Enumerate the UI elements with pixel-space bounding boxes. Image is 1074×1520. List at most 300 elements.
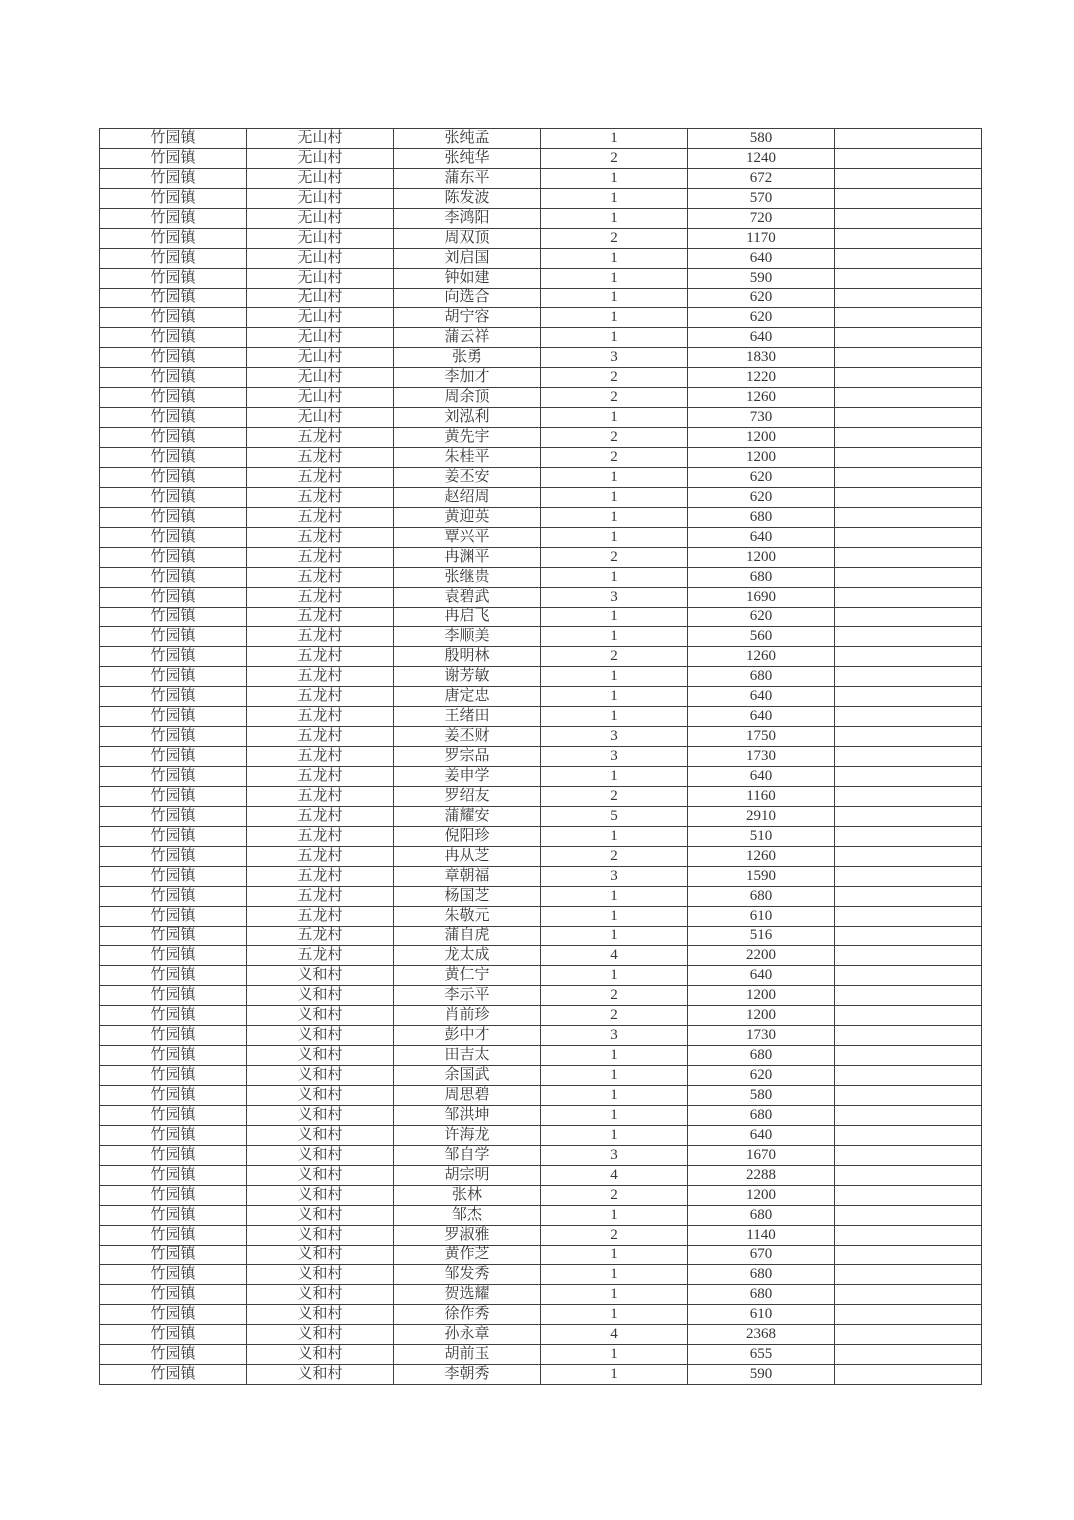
cell-amount: 620	[688, 288, 835, 308]
table-body	[100, 129, 982, 1385]
cell-person-name: 李朝秀	[394, 1365, 541, 1385]
cell-village: 义和村	[247, 1086, 394, 1106]
cell-empty	[835, 1245, 982, 1265]
table-row	[100, 707, 982, 727]
cell-empty	[835, 1305, 982, 1325]
cell-amount: 640	[688, 328, 835, 348]
cell-town: 竹园镇	[100, 946, 247, 966]
cell-person-count: 2	[541, 148, 688, 168]
cell-amount: 672	[688, 168, 835, 188]
table-row	[100, 607, 982, 627]
cell-town: 竹园镇	[100, 926, 247, 946]
cell-person-count: 4	[541, 946, 688, 966]
cell-person-count: 1	[541, 188, 688, 208]
cell-person-name: 殷明林	[394, 647, 541, 667]
cell-village: 义和村	[247, 1365, 394, 1385]
cell-person-name: 胡宗明	[394, 1165, 541, 1185]
cell-amount: 510	[688, 826, 835, 846]
cell-village: 五龙村	[247, 627, 394, 647]
table-row	[100, 1066, 982, 1086]
table-row	[100, 188, 982, 208]
cell-village: 五龙村	[247, 906, 394, 926]
cell-town: 竹园镇	[100, 966, 247, 986]
cell-town: 竹园镇	[100, 1225, 247, 1245]
cell-village: 义和村	[247, 1325, 394, 1345]
cell-village: 义和村	[247, 1205, 394, 1225]
cell-empty	[835, 208, 982, 228]
cell-empty	[835, 826, 982, 846]
cell-town: 竹园镇	[100, 168, 247, 188]
cell-town: 竹园镇	[100, 1145, 247, 1165]
cell-person-count: 1	[541, 288, 688, 308]
cell-person-count: 2	[541, 647, 688, 667]
cell-amount: 580	[688, 129, 835, 149]
cell-empty	[835, 687, 982, 707]
cell-town: 竹园镇	[100, 1125, 247, 1145]
table-row	[100, 148, 982, 168]
cell-town: 竹园镇	[100, 1185, 247, 1205]
cell-person-count: 1	[541, 627, 688, 647]
cell-town: 竹园镇	[100, 1066, 247, 1086]
cell-amount: 2910	[688, 806, 835, 826]
cell-amount: 1220	[688, 368, 835, 388]
cell-person-count: 2	[541, 1225, 688, 1245]
cell-person-count: 2	[541, 986, 688, 1006]
cell-village: 义和村	[247, 1245, 394, 1265]
cell-person-count: 1	[541, 1086, 688, 1106]
cell-empty	[835, 388, 982, 408]
cell-village: 义和村	[247, 1006, 394, 1026]
cell-village: 义和村	[247, 1125, 394, 1145]
cell-village: 五龙村	[247, 767, 394, 787]
cell-person-name: 姜申学	[394, 767, 541, 787]
cell-amount: 680	[688, 1285, 835, 1305]
table-row	[100, 966, 982, 986]
cell-person-count: 1	[541, 248, 688, 268]
cell-person-name: 黄仁宁	[394, 966, 541, 986]
table-row	[100, 1265, 982, 1285]
cell-person-name: 倪阳珍	[394, 826, 541, 846]
cell-person-count: 1	[541, 1305, 688, 1325]
cell-person-name: 罗绍友	[394, 786, 541, 806]
cell-amount: 1260	[688, 647, 835, 667]
cell-person-name: 张勇	[394, 348, 541, 368]
cell-village: 五龙村	[247, 567, 394, 587]
cell-empty	[835, 1325, 982, 1345]
cell-town: 竹园镇	[100, 208, 247, 228]
cell-empty	[835, 1265, 982, 1285]
cell-town: 竹园镇	[100, 1086, 247, 1106]
table-row	[100, 1365, 982, 1385]
cell-town: 竹园镇	[100, 1345, 247, 1365]
table-row	[100, 1225, 982, 1245]
cell-amount: 1260	[688, 846, 835, 866]
cell-person-count: 5	[541, 806, 688, 826]
cell-person-count: 3	[541, 1145, 688, 1165]
cell-person-count: 2	[541, 786, 688, 806]
cell-person-count: 1	[541, 208, 688, 228]
cell-person-name: 邹发秀	[394, 1265, 541, 1285]
cell-amount: 1260	[688, 388, 835, 408]
cell-empty	[835, 368, 982, 388]
cell-person-count: 2	[541, 547, 688, 567]
cell-person-count: 1	[541, 1105, 688, 1125]
cell-empty	[835, 467, 982, 487]
table-row	[100, 328, 982, 348]
cell-person-count: 1	[541, 906, 688, 926]
cell-person-count: 2	[541, 1006, 688, 1026]
cell-amount: 590	[688, 268, 835, 288]
cell-person-name: 袁碧武	[394, 587, 541, 607]
cell-town: 竹园镇	[100, 627, 247, 647]
cell-person-name: 向选合	[394, 288, 541, 308]
cell-person-count: 2	[541, 448, 688, 468]
table-row	[100, 1125, 982, 1145]
cell-town: 竹园镇	[100, 388, 247, 408]
cell-empty	[835, 228, 982, 248]
table-row	[100, 348, 982, 368]
cell-amount: 1590	[688, 866, 835, 886]
cell-village: 无山村	[247, 248, 394, 268]
cell-person-count: 1	[541, 467, 688, 487]
cell-village: 无山村	[247, 388, 394, 408]
cell-amount: 2288	[688, 1165, 835, 1185]
cell-person-count: 1	[541, 767, 688, 787]
table-row	[100, 886, 982, 906]
cell-person-name: 周余顶	[394, 388, 541, 408]
cell-person-name: 张纯孟	[394, 129, 541, 149]
cell-village: 五龙村	[247, 826, 394, 846]
cell-amount: 680	[688, 567, 835, 587]
cell-village: 义和村	[247, 966, 394, 986]
cell-empty	[835, 886, 982, 906]
cell-village: 无山村	[247, 168, 394, 188]
cell-empty	[835, 1165, 982, 1185]
cell-person-count: 2	[541, 1185, 688, 1205]
cell-person-count: 1	[541, 129, 688, 149]
cell-person-count: 1	[541, 408, 688, 428]
cell-person-count: 3	[541, 587, 688, 607]
table-row	[100, 906, 982, 926]
cell-empty	[835, 408, 982, 428]
cell-town: 竹园镇	[100, 1245, 247, 1265]
cell-town: 竹园镇	[100, 148, 247, 168]
cell-empty	[835, 1185, 982, 1205]
cell-town: 竹园镇	[100, 328, 247, 348]
cell-town: 竹园镇	[100, 1365, 247, 1385]
cell-town: 竹园镇	[100, 527, 247, 547]
cell-person-count: 1	[541, 826, 688, 846]
cell-empty	[835, 168, 982, 188]
cell-empty	[835, 1105, 982, 1125]
table-row	[100, 248, 982, 268]
cell-person-name: 罗宗品	[394, 747, 541, 767]
cell-town: 竹园镇	[100, 886, 247, 906]
cell-person-name: 周思碧	[394, 1086, 541, 1106]
cell-village: 义和村	[247, 1225, 394, 1245]
cell-town: 竹园镇	[100, 687, 247, 707]
cell-town: 竹园镇	[100, 1205, 247, 1225]
cell-person-count: 2	[541, 428, 688, 448]
cell-amount: 680	[688, 886, 835, 906]
cell-amount: 1140	[688, 1225, 835, 1245]
cell-town: 竹园镇	[100, 408, 247, 428]
cell-amount: 590	[688, 1365, 835, 1385]
cell-empty	[835, 268, 982, 288]
table-row	[100, 288, 982, 308]
cell-town: 竹园镇	[100, 248, 247, 268]
cell-village: 五龙村	[247, 448, 394, 468]
cell-person-count: 1	[541, 926, 688, 946]
cell-empty	[835, 1086, 982, 1106]
cell-amount: 680	[688, 1205, 835, 1225]
table-row	[100, 1145, 982, 1165]
table-row	[100, 487, 982, 507]
table-row	[100, 647, 982, 667]
cell-person-name: 朱桂平	[394, 448, 541, 468]
cell-person-name: 胡前玉	[394, 1345, 541, 1365]
cell-town: 竹园镇	[100, 129, 247, 149]
cell-empty	[835, 148, 982, 168]
cell-person-count: 1	[541, 966, 688, 986]
cell-person-name: 黄迎英	[394, 507, 541, 527]
cell-village: 义和村	[247, 1145, 394, 1165]
cell-amount: 670	[688, 1245, 835, 1265]
cell-amount: 620	[688, 1066, 835, 1086]
cell-village: 义和村	[247, 1285, 394, 1305]
cell-person-count: 1	[541, 886, 688, 906]
table-row	[100, 228, 982, 248]
cell-empty	[835, 727, 982, 747]
cell-person-name: 徐作秀	[394, 1305, 541, 1325]
cell-person-count: 3	[541, 727, 688, 747]
table-row	[100, 1046, 982, 1066]
cell-person-name: 姜丕安	[394, 467, 541, 487]
cell-town: 竹园镇	[100, 348, 247, 368]
cell-person-name: 余国武	[394, 1066, 541, 1086]
cell-empty	[835, 328, 982, 348]
cell-empty	[835, 627, 982, 647]
cell-person-name: 罗淑雅	[394, 1225, 541, 1245]
cell-person-name: 邹杰	[394, 1205, 541, 1225]
cell-village: 无山村	[247, 228, 394, 248]
cell-empty	[835, 1066, 982, 1086]
table-row	[100, 567, 982, 587]
cell-person-name: 张继贵	[394, 567, 541, 587]
cell-person-count: 2	[541, 388, 688, 408]
cell-amount: 655	[688, 1345, 835, 1365]
cell-village: 五龙村	[247, 806, 394, 826]
cell-amount: 580	[688, 1086, 835, 1106]
cell-village: 无山村	[247, 188, 394, 208]
cell-village: 五龙村	[247, 946, 394, 966]
table-row	[100, 467, 982, 487]
cell-empty	[835, 428, 982, 448]
table-row	[100, 1285, 982, 1305]
cell-empty	[835, 1026, 982, 1046]
cell-empty	[835, 1125, 982, 1145]
cell-village: 义和村	[247, 1185, 394, 1205]
table-row	[100, 986, 982, 1006]
cell-amount: 620	[688, 467, 835, 487]
cell-amount: 1670	[688, 1145, 835, 1165]
cell-person-count: 1	[541, 1125, 688, 1145]
table-row	[100, 1006, 982, 1026]
cell-person-count: 1	[541, 1245, 688, 1265]
table-row	[100, 129, 982, 149]
table-row	[100, 687, 982, 707]
table-row	[100, 826, 982, 846]
cell-town: 竹园镇	[100, 707, 247, 727]
cell-amount: 620	[688, 308, 835, 328]
cell-person-name: 钟如建	[394, 268, 541, 288]
cell-empty	[835, 846, 982, 866]
cell-village: 五龙村	[247, 428, 394, 448]
cell-person-count: 2	[541, 368, 688, 388]
cell-person-count: 1	[541, 1066, 688, 1086]
cell-village: 义和村	[247, 1105, 394, 1125]
cell-person-name: 周双顶	[394, 228, 541, 248]
cell-amount: 1200	[688, 428, 835, 448]
table-row	[100, 1026, 982, 1046]
cell-town: 竹园镇	[100, 846, 247, 866]
cell-person-count: 3	[541, 1026, 688, 1046]
cell-town: 竹园镇	[100, 188, 247, 208]
cell-person-name: 邹洪坤	[394, 1105, 541, 1125]
cell-town: 竹园镇	[100, 1265, 247, 1285]
cell-empty	[835, 527, 982, 547]
cell-village: 义和村	[247, 1305, 394, 1325]
cell-empty	[835, 806, 982, 826]
cell-empty	[835, 507, 982, 527]
cell-town: 竹园镇	[100, 1026, 247, 1046]
cell-village: 五龙村	[247, 786, 394, 806]
cell-village: 无山村	[247, 408, 394, 428]
cell-empty	[835, 1205, 982, 1225]
cell-empty	[835, 866, 982, 886]
cell-person-name: 蒲东平	[394, 168, 541, 188]
cell-amount: 610	[688, 906, 835, 926]
cell-person-name: 李加才	[394, 368, 541, 388]
cell-amount: 516	[688, 926, 835, 946]
cell-village: 五龙村	[247, 467, 394, 487]
cell-town: 竹园镇	[100, 487, 247, 507]
table-row	[100, 627, 982, 647]
cell-village: 五龙村	[247, 487, 394, 507]
table-row	[100, 208, 982, 228]
cell-person-name: 陈发波	[394, 188, 541, 208]
table-row	[100, 1205, 982, 1225]
cell-person-name: 李示平	[394, 986, 541, 1006]
cell-person-name: 章朝福	[394, 866, 541, 886]
table-row	[100, 926, 982, 946]
cell-amount: 2368	[688, 1325, 835, 1345]
table-row	[100, 727, 982, 747]
cell-empty	[835, 1285, 982, 1305]
cell-amount: 610	[688, 1305, 835, 1325]
cell-person-name: 彭中才	[394, 1026, 541, 1046]
cell-person-name: 邹自学	[394, 1145, 541, 1165]
cell-person-name: 李鸿阳	[394, 208, 541, 228]
cell-town: 竹园镇	[100, 567, 247, 587]
cell-person-name: 胡宁容	[394, 308, 541, 328]
cell-amount: 1690	[688, 587, 835, 607]
cell-person-count: 1	[541, 487, 688, 507]
cell-empty	[835, 906, 982, 926]
cell-amount: 640	[688, 1125, 835, 1145]
cell-person-count: 1	[541, 687, 688, 707]
cell-amount: 1240	[688, 148, 835, 168]
table-row	[100, 408, 982, 428]
cell-town: 竹园镇	[100, 507, 247, 527]
cell-village: 五龙村	[247, 866, 394, 886]
cell-town: 竹园镇	[100, 1105, 247, 1125]
cell-empty	[835, 966, 982, 986]
cell-person-count: 1	[541, 1285, 688, 1305]
cell-person-name: 黄先宇	[394, 428, 541, 448]
cell-person-name: 杨国芝	[394, 886, 541, 906]
cell-person-name: 唐定忠	[394, 687, 541, 707]
cell-empty	[835, 1225, 982, 1245]
cell-amount: 1200	[688, 448, 835, 468]
cell-village: 无山村	[247, 348, 394, 368]
table-row	[100, 1105, 982, 1125]
cell-town: 竹园镇	[100, 268, 247, 288]
cell-person-count: 1	[541, 527, 688, 547]
cell-village: 无山村	[247, 208, 394, 228]
cell-person-name: 谢芳敏	[394, 667, 541, 687]
cell-empty	[835, 1345, 982, 1365]
table-row	[100, 547, 982, 567]
cell-person-name: 张纯华	[394, 148, 541, 168]
cell-amount: 620	[688, 607, 835, 627]
table-row	[100, 587, 982, 607]
cell-town: 竹园镇	[100, 1325, 247, 1345]
cell-amount: 560	[688, 627, 835, 647]
cell-person-count: 2	[541, 228, 688, 248]
cell-person-name: 黄作芝	[394, 1245, 541, 1265]
cell-village: 五龙村	[247, 886, 394, 906]
table-row	[100, 1185, 982, 1205]
cell-person-name: 朱敬元	[394, 906, 541, 926]
cell-village: 五龙村	[247, 747, 394, 767]
cell-person-count: 3	[541, 747, 688, 767]
cell-person-name: 贺选耀	[394, 1285, 541, 1305]
cell-person-count: 1	[541, 1046, 688, 1066]
cell-person-name: 张林	[394, 1185, 541, 1205]
cell-amount: 680	[688, 1105, 835, 1125]
table-row	[100, 388, 982, 408]
cell-amount: 640	[688, 966, 835, 986]
cell-town: 竹园镇	[100, 727, 247, 747]
cell-empty	[835, 487, 982, 507]
cell-village: 无山村	[247, 368, 394, 388]
cell-person-name: 许海龙	[394, 1125, 541, 1145]
cell-town: 竹园镇	[100, 747, 247, 767]
table-row	[100, 448, 982, 468]
cell-town: 竹园镇	[100, 986, 247, 1006]
cell-town: 竹园镇	[100, 667, 247, 687]
cell-person-count: 1	[541, 667, 688, 687]
cell-village: 五龙村	[247, 687, 394, 707]
cell-town: 竹园镇	[100, 647, 247, 667]
cell-empty	[835, 188, 982, 208]
cell-person-count: 1	[541, 308, 688, 328]
cell-person-name: 肖前珍	[394, 1006, 541, 1026]
cell-person-count: 2	[541, 846, 688, 866]
cell-amount: 640	[688, 527, 835, 547]
cell-amount: 620	[688, 487, 835, 507]
